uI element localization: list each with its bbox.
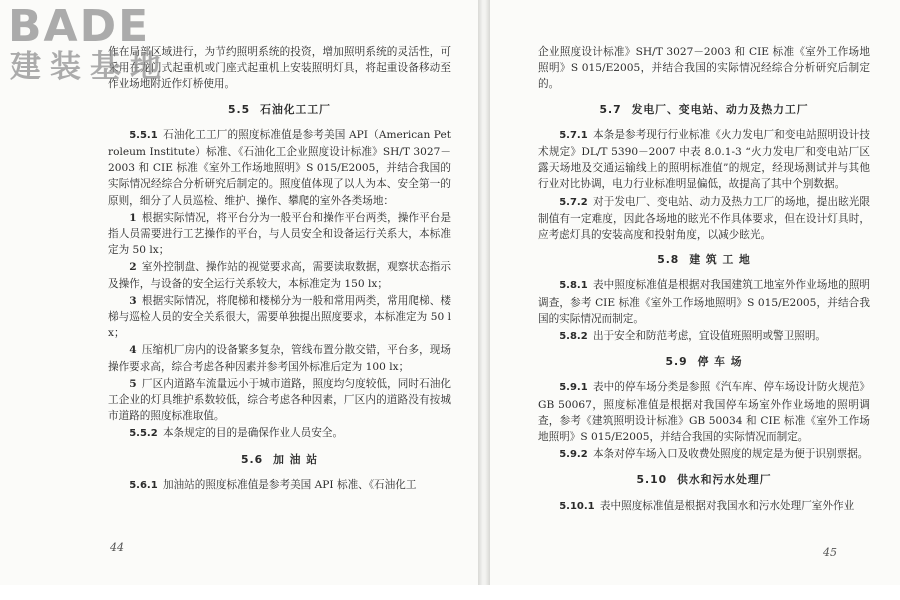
right-page-text	[538, 44, 870, 516]
section-number: 5.7	[599, 102, 622, 116]
clause-paragraph	[108, 425, 451, 442]
paragraph-text: 根据实际情况，将爬梯和楼梯分为一般和常用两类，常用爬梯、楼梯与巡检人员的安全关系很大，需要单独提出照度要求，本标准定为 50 lx；	[108, 294, 451, 340]
section-number: 5.10	[636, 473, 668, 487]
section-title	[538, 472, 870, 488]
continuation-paragraph: 企业照度设计标准》SH/T 3027－2003 和 CIE 标准《室外工作场地照明》S 015/E2005，并结合我国的实际情况经综合分析研究后制定的。	[538, 46, 870, 91]
list-item	[108, 293, 451, 342]
section-title	[108, 102, 451, 118]
list-item	[108, 376, 451, 425]
paragraph-text: 出于安全和防范考虑，宜设值班照明或警卫照明。	[592, 330, 827, 343]
clause-paragraph	[538, 194, 870, 244]
paragraph-text: 本条规定的目的是确保作业人员安全。	[162, 427, 344, 440]
paragraph-text: 表中的停车场分类是参照《汽车库、停车场设计防火规范》GB 50067，照度标准值是根据对我国停车场室外作业场地的照明调查，参考《建筑照明设计标准》GB 50034 和 CIE 标准《室外工作场地照明》S 015/E2005，并结合我国的实际情况而制定。	[538, 381, 870, 444]
item-number: 1	[129, 211, 137, 224]
clause-number: 5.7.1	[559, 129, 588, 141]
section-heading-text: 石油化工工厂	[260, 102, 331, 116]
paragraph-text: 根据实际情况，将平台分为一般平台和操作平台两类，操作平台是指人员需要进行工艺操作的平台，与人员安全和设备运行关系大，本标准定为 50 lx；	[108, 211, 451, 257]
clause-number: 5.6.1	[129, 479, 158, 491]
section-title	[538, 102, 870, 118]
clause-number: 5.10.1	[559, 500, 595, 512]
list-item	[108, 342, 451, 374]
section-heading-text: 加 油 站	[273, 452, 319, 466]
watermark-latin: BADE	[8, 1, 151, 52]
scan-margin	[0, 585, 900, 600]
section-heading-text: 发电厂、变电站、动力及热力工厂	[631, 102, 809, 116]
item-number: 2	[129, 261, 137, 274]
clause-paragraph	[538, 127, 870, 193]
paragraph-text: 室外控制盘、操作站的视觉要求高，需要读取数据，观察状态指示及操作，与设备的安全运行关系较大，本标准定为 150 lx；	[108, 261, 451, 290]
clause-number: 5.5.2	[129, 428, 158, 440]
paragraph-text: 压缩机厂房内的设备繁多复杂，管线布置分散交错，平台多，现场操作要求高，综合考虑各种因素并参考国外标准后定为 100 lx；	[108, 344, 451, 373]
clause-number: 5.8.2	[559, 331, 588, 343]
clause-paragraph	[538, 328, 870, 345]
paragraph-text: 对于发电厂、变电站、动力及热力工厂的场地，提出眩光限制值有一定难度，因此各场地的眩光不作具体要求，但在设计灯具时，应考虑灯具的安装高度和投射角度，以减少眩光。	[538, 195, 870, 242]
section-heading-text: 停 车 场	[697, 355, 743, 369]
clause-paragraph	[108, 477, 451, 494]
clause-number: 5.7.2	[559, 196, 588, 208]
section-number: 5.5	[228, 102, 251, 116]
list-item	[108, 259, 451, 291]
paragraph-text: 表中照度标准值是根据对我国建筑工地室外作业场地的照明调查，参考 CIE 标准《室外工作场地照明》S 015/E2005，并结合我国的实际情况而制定。	[538, 279, 870, 325]
section-heading-text: 供水和污水处理厂	[677, 473, 772, 487]
page-number-left: 44	[110, 541, 124, 554]
clause-paragraph	[538, 446, 870, 463]
paragraph-text: 石油化工工厂的照度标准值是参考美国 API（American Petroleum Institute）标准、《石油化工企业照度设计标准》SH/T 3027－2003 和 CIE 标准《室外工作场地照明》S 015/E2005，并结合我国的实际情况经综合分析研究后制定的。照度值体现了以人为本、安全第一的原则，细分了人员巡检、维护、操作、攀爬的室外各类场地：	[108, 128, 451, 207]
section-number: 5.8	[657, 253, 680, 267]
section-title	[538, 354, 870, 370]
watermark-cjk: 建装基地	[10, 49, 170, 85]
clause-number: 5.5.1	[129, 129, 158, 141]
paragraph-text: 本条对停车场入口及收费处照度的规定是为便于识别票据。	[592, 448, 869, 461]
left-page-text	[108, 44, 451, 495]
book-gutter	[478, 0, 490, 600]
paragraph-text: 本条是参考现行行业标准《火力发电厂和变电站照明设计技术规定》DL/T 5390－2007 中表 8.0.1-3 “火力发电厂和变电站厂区露天场地及交通运输线上的照明标准值”的规定，经现场测试并与其他行业对比协调，电力行业标准明显偏低，故提高了其中个别数据。	[538, 128, 870, 191]
clause-number: 5.8.1	[559, 280, 588, 292]
paragraph-text: 加油站的照度标准值是参考美国 API 标准、《石油化工	[162, 478, 417, 491]
section-number: 5.9	[665, 355, 688, 369]
item-number: 5	[129, 377, 137, 390]
continuation-paragraph: 作在局部区域进行，为节约照明系统的投资，增加照明系统的灵活性，可采用在龙门式起重机或门座式起重机上安装照明灯具，将起重设备移动至作业场地附近作灯桥使用。	[108, 46, 451, 91]
section-heading-text: 建 筑 工 地	[689, 253, 751, 267]
paragraph-text: 厂区内道路车流量远小于城市道路，照度均匀度较低，同时石油化工企业的灯具维护系数较低，综合考虑各种因素，厂区内的道路没有按城市道路的照度标准取值。	[108, 377, 451, 423]
clause-paragraph	[108, 127, 451, 209]
clause-paragraph	[538, 379, 870, 445]
clause-paragraph	[538, 498, 870, 515]
watermark-logo	[8, 1, 180, 88]
clause-number: 5.9.2	[559, 449, 588, 461]
section-title	[538, 252, 870, 268]
clause-paragraph	[538, 277, 870, 327]
item-number: 4	[129, 344, 137, 357]
section-title	[108, 452, 451, 468]
item-number: 3	[129, 294, 137, 307]
clause-number: 5.9.1	[559, 382, 588, 394]
page-number-right: 45	[823, 546, 837, 559]
paragraph-text: 表中照度标准值是根据对我国水和污水处理厂室外作业	[599, 499, 855, 512]
list-item	[108, 210, 451, 259]
section-number: 5.6	[240, 452, 264, 466]
